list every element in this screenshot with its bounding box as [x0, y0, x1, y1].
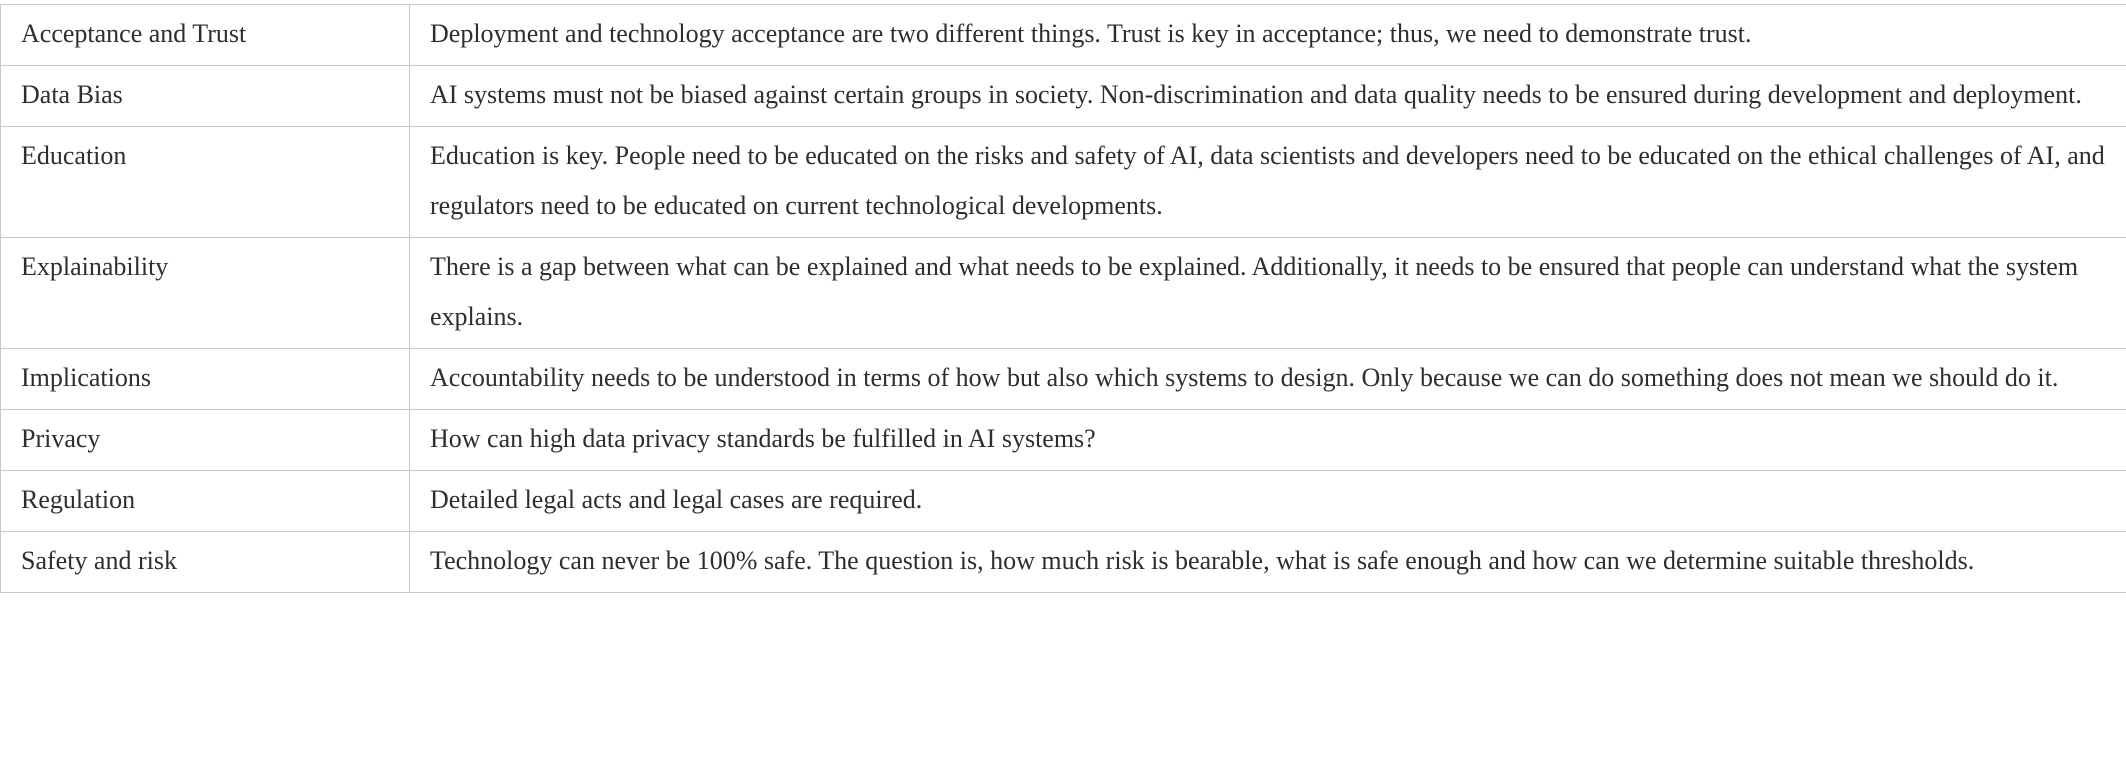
row-description: How can high data privacy standards be fulfilled in AI systems? [410, 410, 2126, 471]
row-description: There is a gap between what can be explained and what needs to be explained. Additionally, it needs to be ensured that people can understand what the system explains. [410, 238, 2126, 349]
definitions-table-container [0, 4, 2126, 593]
table-row [1, 127, 2126, 238]
row-description: AI systems must not be biased against certain groups in society. Non-discrimination and data quality needs to be ensured during development and deployment. [410, 66, 2126, 127]
table-row [1, 410, 2126, 471]
row-term: Education [1, 127, 410, 238]
row-term: Explainability [1, 238, 410, 349]
row-description: Deployment and technology acceptance are two different things. Trust is key in acceptance; thus, we need to demonstrate trust. [410, 5, 2126, 66]
table-row [1, 349, 2126, 410]
row-description: Detailed legal acts and legal cases are required. [410, 471, 2126, 532]
table-row [1, 471, 2126, 532]
definitions-table [0, 4, 2126, 593]
row-term: Acceptance and Trust [1, 5, 410, 66]
row-description: Accountability needs to be understood in terms of how but also which systems to design. Only because we can do something does not mean we should do it. [410, 349, 2126, 410]
table-row [1, 66, 2126, 127]
table-row [1, 5, 2126, 66]
table-row [1, 532, 2126, 593]
row-description: Technology can never be 100% safe. The question is, how much risk is bearable, what is safe enough and how can we determine suitable thresholds. [410, 532, 2126, 593]
row-term: Safety and risk [1, 532, 410, 593]
row-term: Data Bias [1, 66, 410, 127]
table-row [1, 238, 2126, 349]
row-term: Implications [1, 349, 410, 410]
row-description: Education is key. People need to be educated on the risks and safety of AI, data scientists and developers need to be educated on the ethical challenges of AI, and regulators need to be educated on current technological developments. [410, 127, 2126, 238]
row-term: Regulation [1, 471, 410, 532]
row-term: Privacy [1, 410, 410, 471]
